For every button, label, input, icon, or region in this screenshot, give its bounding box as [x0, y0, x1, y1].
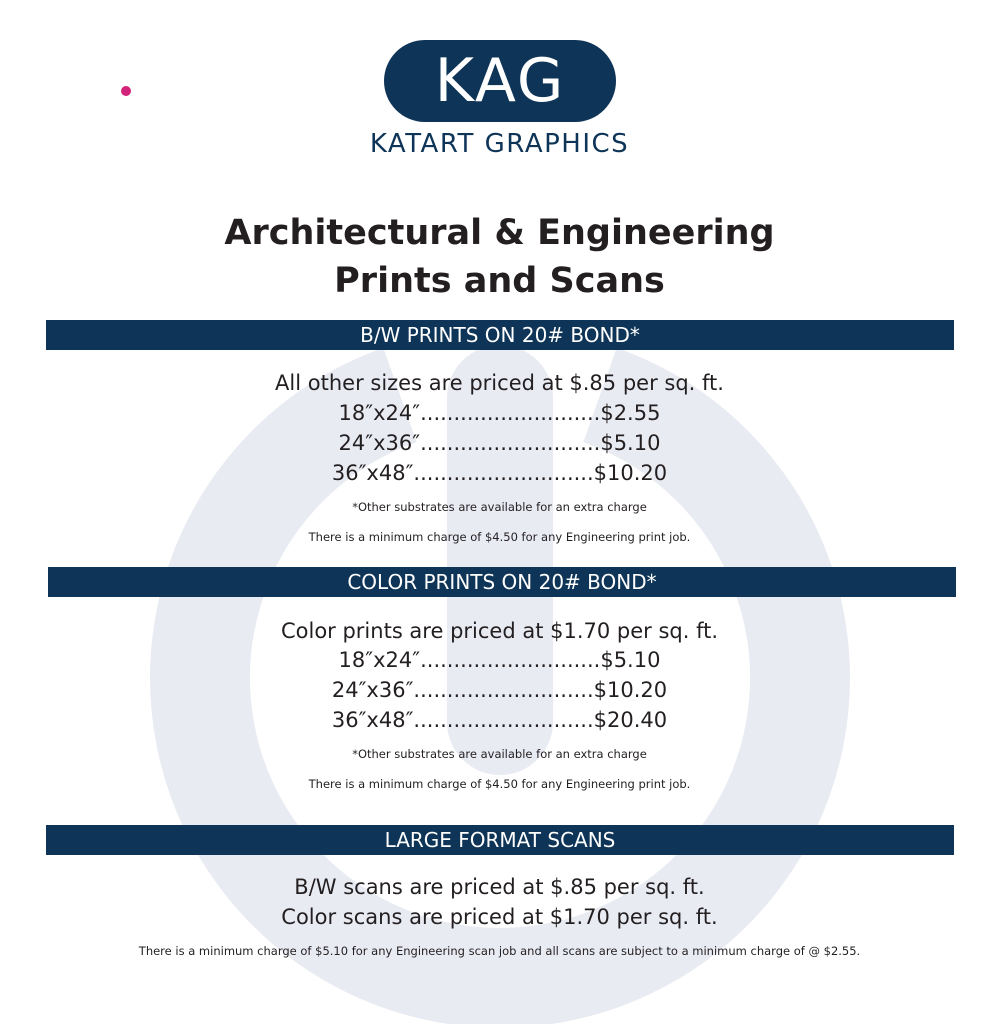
price-amount: $20.40	[593, 708, 668, 732]
bw-price-row	[0, 401, 999, 425]
page-title-line2: Prints and Scans	[334, 261, 665, 301]
scans-minimum-note: There is a minimum charge of $5.10 for any Engineering scan job and all scans are subject to a minimum charge of @ $2.55.	[138, 944, 861, 958]
section-header-bw-prints: B/W PRINTS ON 20# BOND*	[46, 320, 954, 350]
company-name: KATART GRAPHICS	[369, 129, 630, 159]
price-size: 24″x36″	[338, 431, 421, 455]
bw-price-row	[0, 461, 999, 485]
kag-logo	[384, 40, 616, 122]
color-minimum-note: There is a minimum charge of $4.50 for any Engineering print job.	[308, 777, 691, 791]
price-leader-dots: ...........................	[413, 708, 594, 732]
color-scans-line: Color scans are priced at $1.70 per sq. ft.	[281, 905, 718, 929]
price-leader-dots: ...........................	[413, 678, 594, 702]
logo-accent-dot	[121, 86, 131, 96]
logo-mark: KAG	[434, 46, 566, 116]
section-header-color-prints: COLOR PRINTS ON 20# BOND*	[48, 567, 956, 597]
page-title-line1: Architectural & Engineering	[224, 213, 775, 253]
color-price-row	[0, 678, 999, 702]
color-prints-intro: Color prints are priced at $1.70 per sq. ft.	[280, 619, 719, 643]
color-price-row	[0, 648, 999, 672]
price-size: 18″x24″	[338, 648, 421, 672]
price-amount: $2.55	[600, 401, 661, 425]
bw-prints-intro: All other sizes are priced at $.85 per sq. ft.	[275, 371, 724, 395]
price-size: 36″x48″	[331, 708, 414, 732]
price-leader-dots: ...........................	[413, 461, 594, 485]
price-leader-dots: ...........................	[420, 401, 601, 425]
color-substrate-note: *Other substrates are available for an extra charge	[352, 747, 647, 761]
price-leader-dots: ...........................	[420, 648, 601, 672]
price-size: 18″x24″	[338, 401, 421, 425]
section-header-large-format-scans: LARGE FORMAT SCANS	[46, 825, 954, 855]
price-leader-dots: ...........................	[420, 431, 601, 455]
bw-substrate-note: *Other substrates are available for an extra charge	[352, 500, 647, 514]
price-size: 24″x36″	[331, 678, 414, 702]
price-amount: $5.10	[600, 648, 661, 672]
bw-price-row	[0, 431, 999, 455]
price-amount: $10.20	[593, 461, 668, 485]
price-amount: $10.20	[593, 678, 668, 702]
color-price-row	[0, 708, 999, 732]
bw-scans-line: B/W scans are priced at $.85 per sq. ft.	[294, 875, 705, 899]
price-size: 36″x48″	[331, 461, 414, 485]
bw-minimum-note: There is a minimum charge of $4.50 for any Engineering print job.	[308, 530, 691, 544]
price-amount: $5.10	[600, 431, 661, 455]
